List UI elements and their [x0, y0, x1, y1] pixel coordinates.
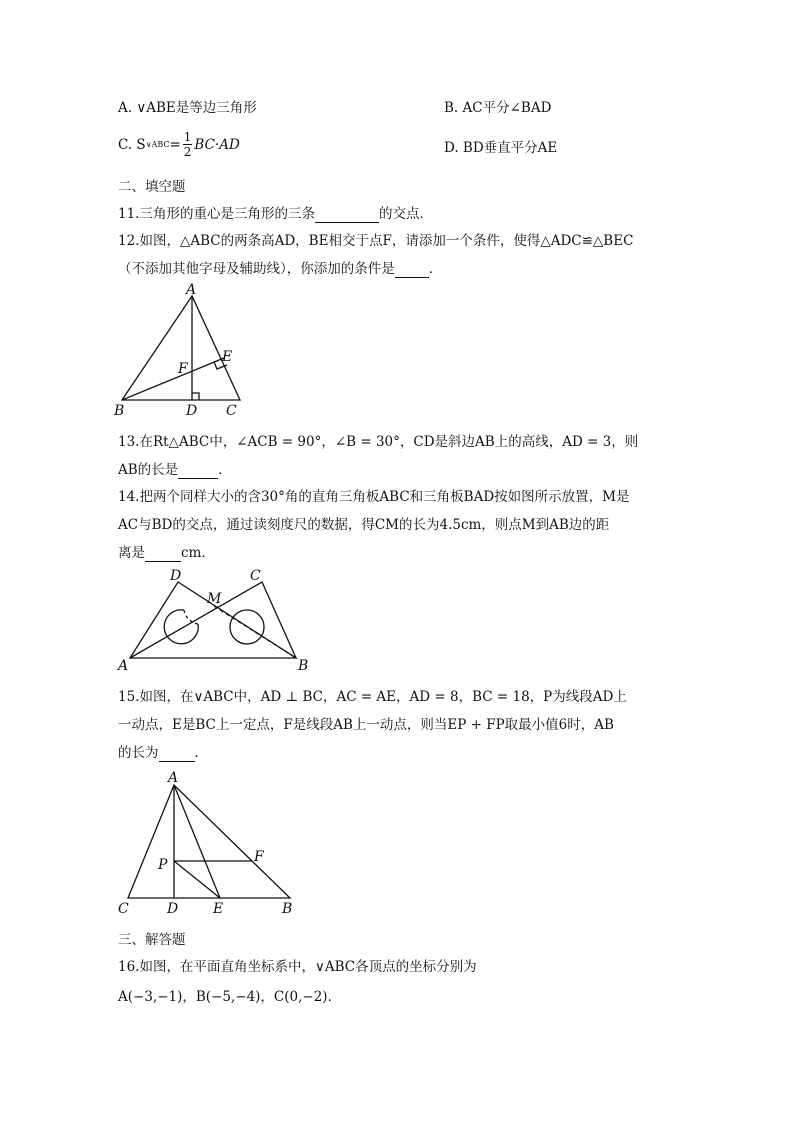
q15-label-a: A	[168, 770, 179, 786]
q14-line2: AC与BD的交点，通过读刻度尺的数据，得CM的长为4.5cm，则点M到AB边的距	[118, 517, 610, 533]
q13-line2-tail: ．	[218, 462, 232, 478]
option-c-sub: ∨ABC	[145, 140, 170, 149]
q13-line1: 13.在Rt△ABC中，∠ACB = 90°，∠B = 30°，CD是斜边AB上的高线，AD = 3，则	[118, 434, 639, 450]
q11-tail: 的交点．	[378, 206, 433, 222]
section-3-title: 三、解答题	[118, 932, 186, 948]
q14-label-b: B	[298, 658, 309, 674]
option-d: D. BD垂直平分AE	[444, 140, 558, 156]
q12-label-c: C	[226, 403, 237, 419]
q12-right-angle-d	[192, 393, 199, 400]
q15-label-f: F	[254, 849, 264, 865]
q14-circle-left	[164, 610, 198, 644]
q12-label-b: B	[114, 403, 125, 419]
q14-line3	[118, 541, 215, 562]
q15-line3-text: 的长为	[118, 745, 159, 761]
option-c-fraction	[183, 130, 193, 159]
q14-circle-left-hidden	[184, 610, 198, 624]
q11-blank	[315, 206, 379, 223]
option-c-eq: =	[169, 136, 181, 153]
q14-line3-text: 离是	[118, 545, 145, 561]
option-c-frac-den: 2	[183, 145, 192, 159]
q13-line2-text: AB的长是	[118, 462, 179, 478]
q14-blank	[145, 545, 181, 562]
q14-figure	[112, 562, 327, 674]
q15-label-d: D	[167, 901, 179, 917]
q12-altitude-be	[122, 358, 224, 400]
option-c-frac-num: 1	[183, 130, 192, 144]
option-c-prefix: C. S	[118, 136, 146, 153]
q12-label-f: F	[178, 361, 188, 377]
q12-line1: 12.如图，△ABC的两条高AD，BE相交于点F，请添加一个条件，使得△ADC≌△BEC	[118, 233, 634, 249]
q12-label-e: E	[222, 349, 233, 365]
q12-line2-tail: ．	[428, 261, 443, 277]
q13-line2	[118, 458, 232, 479]
q15-triangle	[128, 785, 290, 898]
q14-line1: 14.把两个同样大小的含30°角的直角三角板ABC和三角板BAD按如图所示放置，M是	[118, 489, 630, 505]
q12-label-a: A	[186, 282, 197, 298]
q11	[118, 202, 433, 223]
q12-line2-text: （不添加其他字母及辅助线），你添加的条件是	[118, 261, 395, 277]
option-a: A. ∨ABE是等边三角形	[118, 100, 257, 116]
option-b: B. AC平分∠BAD	[444, 100, 552, 116]
q15-line2: 一动点，E是BC上一定点，F是线段AB上一动点，则当EP + FP取最小值6时，AB	[118, 717, 614, 733]
q15-label-b: B	[282, 901, 293, 917]
q15-segment-ae	[174, 785, 220, 898]
q11-text: 11.三角形的重心是三角形的三条	[118, 206, 315, 222]
q12-line2	[118, 257, 442, 278]
q15-label-p: P	[158, 857, 168, 873]
q14-label-m: M	[207, 591, 222, 607]
q15-line3	[118, 741, 208, 762]
q14-label-c: C	[250, 568, 261, 584]
q14-label-a: A	[118, 658, 129, 674]
option-c-suffix: BC·AD	[194, 136, 240, 153]
q14-label-d: D	[170, 568, 182, 584]
q12-triangle	[122, 296, 240, 400]
q15-line3-tail: ．	[194, 745, 208, 761]
q13-blank	[178, 462, 218, 479]
q14-line3-tail: cm．	[181, 545, 215, 561]
section-2-title: 二、填空题	[118, 179, 186, 195]
q12-figure	[110, 280, 270, 420]
q15-figure	[112, 765, 312, 917]
q16-line2: A(−3,−1)，B(−5,−4)，C(0,−2)．	[118, 989, 342, 1005]
q15-label-e: E	[213, 901, 224, 917]
q16-line1: 16.如图，在平面直角坐标系中，∨ABC各顶点的坐标分别为	[118, 959, 477, 975]
q15-blank	[159, 745, 195, 762]
q15-line1: 15.如图，在∨ABC中，AD ⊥ BC，AC = AE，AD = 8，BC = 18，P为线段AD上	[118, 689, 627, 705]
option-c	[118, 130, 240, 159]
q12-label-d: D	[186, 403, 198, 419]
q15-label-c: C	[118, 901, 129, 917]
q12-blank	[395, 261, 429, 278]
